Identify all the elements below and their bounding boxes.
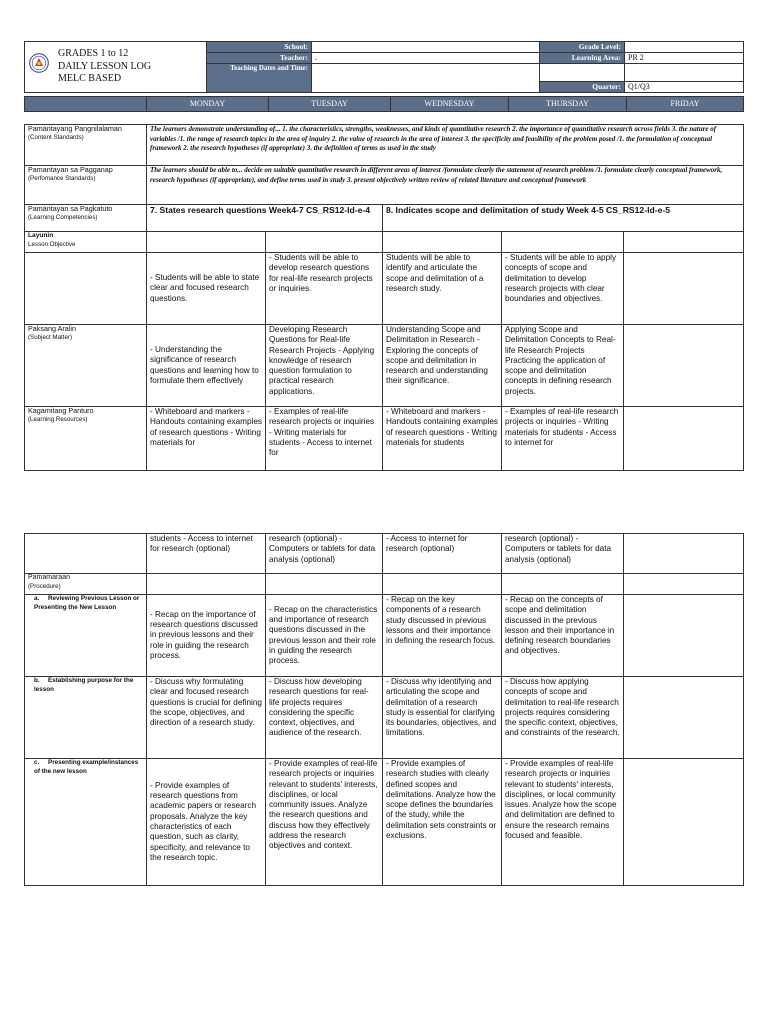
resources-tuesday: - Examples of real-life research projects or inquiries - Writing materials for students - Access to internet for: [266, 407, 383, 471]
step-a-friday: [624, 595, 744, 677]
day-tuesday: TUESDAY: [269, 97, 391, 112]
objective-friday: [624, 253, 744, 325]
blank-cell: [502, 232, 624, 253]
dates-label: Teaching Dates and Time:: [207, 64, 312, 93]
step-a-monday: - Recap on the importance of research questions discussed in previous lessons and their role in guiding the research process.: [147, 595, 266, 677]
resources-label: Kagamitang Panturo (Learning Resources): [25, 407, 147, 471]
blank-cell: [624, 574, 744, 595]
blank-cell: [502, 574, 624, 595]
step-a-thursday: - Recap on the concepts of scope and delimitation discussed in the previous lesson and their importance in defining research boundaries and objectives.: [502, 595, 624, 677]
teacher-label: Teacher:: [207, 53, 312, 64]
learning-area-field[interactable]: PR 2: [625, 53, 744, 64]
day-friday: FRIDAY: [627, 97, 744, 112]
resources-cont-wednesday: - Access to internet for research (optional): [383, 534, 502, 574]
blank-cell: [625, 64, 744, 82]
resources-monday: - Whiteboard and markers - Handouts containing examples of research questions - Writing materials for: [147, 407, 266, 471]
school-field[interactable]: [312, 42, 540, 53]
resources-friday: [624, 407, 744, 471]
dates-field[interactable]: [312, 64, 540, 93]
resources-cont-thursday: research (optional) - Computers or tablets for data analysis (optional): [502, 534, 624, 574]
blank-cell: [383, 232, 502, 253]
quarter-field[interactable]: Q1/Q3: [625, 82, 744, 93]
subject-tuesday: Developing Research Questions for Real-life Research Projects - Applying knowledge of research question formulation to practical research applications.: [266, 325, 383, 407]
teacher-field[interactable]: .: [312, 53, 540, 64]
lesson-table-page-1: [24, 124, 744, 471]
step-c-friday: [624, 759, 744, 886]
blank-cell: [624, 232, 744, 253]
subject-monday: - Understanding the significance of research questions and learning how to formulate them effectively: [147, 325, 266, 407]
deped-seal-icon: [29, 53, 49, 73]
days-corner: [25, 97, 147, 112]
header-logo-cell: [25, 42, 207, 93]
step-b-friday: [624, 677, 744, 759]
step-b-label: b. Establishing purpose for the lesson: [25, 677, 147, 759]
lesson-table-page-2: [24, 533, 744, 886]
step-c-thursday: - Provide examples of real-life research projects or inquiries relevant to students' interests, disciplines, or local community issues. Analyze how the scope and delimitation are defined to ensure the research remains focused and feasible.: [502, 759, 624, 886]
procedure-label: Pamamaraan (Procedure): [25, 574, 147, 595]
subject-thursday: Applying Scope and Delimitation Concepts to Real-life Research Projects Practicing the application of scope and delimitation concepts in defining research projects.: [502, 325, 624, 407]
day-monday: MONDAY: [147, 97, 269, 112]
blank-cell: [25, 534, 147, 574]
day-wednesday: WEDNESDAY: [391, 97, 509, 112]
step-b-monday: - Discuss why formulating clear and focused research questions is crucial for defining the scope, objectives, and direction of a research study.: [147, 677, 266, 759]
resources-cont-monday: students - Access to internet for research (optional): [147, 534, 266, 574]
blank-cell: [147, 574, 266, 595]
header-title-line-3: MELC BASED: [58, 73, 122, 84]
quarter-label: Quarter:: [540, 82, 625, 93]
step-a-label: a. Reviewing Previous Lesson or Presenting the New Lesson: [25, 595, 147, 677]
performance-standards-text: The learners should be able to... decide on suitable quantitative research in different areas of interest /formulate clearly the statement of research problem /1. formulate clearly conceptual framework, research hypotheses (if appropriate), and define terms used in study 3. present objectively written review of related literature and conceptual framework: [147, 166, 744, 205]
resources-thursday: - Examples of real-life research projects or inquiries - Writing materials for students - Access to internet for: [502, 407, 624, 471]
step-c-tuesday: - Provide examples of real-life research projects or inquiries relevant to students' interests, disciplines, or local community issues. Analyze the research questions and discuss how they effectively address the research objectives and context.: [266, 759, 383, 886]
step-c-wednesday: - Provide examples of research studies with clearly defined scopes and delimitations. Analyze how the scope defines the boundaries of the study, while the delimitation sets constraints or exclusions.: [383, 759, 502, 886]
objective-label: Layunin Lesson Objective: [25, 232, 147, 253]
blank-cell: [540, 64, 625, 82]
blank-cell: [383, 574, 502, 595]
step-b-wednesday: - Discuss why identifying and articulating the scope and delimitation of a research study is essential for clarifying its boundaries, objectives, and limitations.: [383, 677, 502, 759]
blank-cell: [25, 253, 147, 325]
resources-cont-friday: [624, 534, 744, 574]
resources-cont-tuesday: research (optional) - Computers or tablets for data analysis (optional): [266, 534, 383, 574]
step-c-monday: - Provide examples of research questions from academic papers or research proposals. Analyze the key characteristics of each question, such as clarity, specificity, and relevance to the research topic.: [147, 759, 266, 886]
subject-matter-label: Paksang Aralin (Subject Matter): [25, 325, 147, 407]
blank-cell: [266, 574, 383, 595]
step-a-wednesday: - Recap on the key components of a research study discussed in previous lessons and their importance in defining the research focus.: [383, 595, 502, 677]
day-thursday: THURSDAY: [509, 97, 627, 112]
header-title-line-1: GRADES 1 to 12: [58, 48, 129, 59]
days-header: [24, 96, 744, 112]
learning-area-label: Learning Area:: [540, 53, 625, 64]
grade-level-field[interactable]: [625, 42, 744, 53]
blank-cell: [147, 232, 266, 253]
content-standards-text: The learners demonstrate understanding of... 1. the characteristics, strengths, weaknesses, and kinds of quantitative research 2. the importance of quantitative research across fields 3. the nature of variables /1. the range of research topics in the area of inquiry 2. the value of research in the area of interest 3. the specificity and feasibility of the problem posed /1. the formulation of conceptual framework 2. the research hypotheses (if appropriate) 3. the definition of terms as used in the study: [147, 125, 744, 166]
objective-tuesday: - Students will be able to develop research questions for real-life research projects or inquiries.: [266, 253, 383, 325]
objective-thursday: - Students will be able to apply concepts of scope and delimitation to develop research projects with clear boundaries and objectives.: [502, 253, 624, 325]
objective-wednesday: Students will be able to identify and articulate the scope and delimitation of a research study.: [383, 253, 502, 325]
blank-cell: [266, 232, 383, 253]
step-a-tuesday: - Recap on the characteristics and importance of research questions discussed in the previous lesson and their role in guiding the research process.: [266, 595, 383, 677]
competencies-label: Pamantayan sa Pagkatuto (Learning Competencies): [25, 205, 147, 232]
step-c-label: c. Presenting example/instances of the new lesson: [25, 759, 147, 886]
subject-friday: [624, 325, 744, 407]
performance-standards-label: Pamantayan sa Pagganap (Perfomance Standards): [25, 166, 147, 205]
step-b-thursday: - Discuss how applying concepts of scope and delimitation to real-life research projects requires considering the specific context, objectives, and constraints of the research.: [502, 677, 624, 759]
header-title-line-2: DAILY LESSON LOG: [58, 60, 152, 72]
objective-monday: - Students will be able to state clear and focused research questions.: [147, 253, 266, 325]
school-label: School:: [207, 42, 312, 53]
competency-left: 7. States research questions Week4-7 CS_RS12-Id-e-4: [147, 205, 383, 232]
step-b-tuesday: - Discuss how developing research questions for real-life projects requires considering the specific context, objectives, and audience of the research.: [266, 677, 383, 759]
resources-wednesday: - Whiteboard and markers - Handouts containing examples of research questions - Writing materials for students: [383, 407, 502, 471]
header-table: [24, 41, 744, 93]
subject-wednesday: Understanding Scope and Delimitation in Research - Exploring the concepts of scope and delimitation in research and understanding their significance.: [383, 325, 502, 407]
content-standards-label: Pamantayang Pangnilalaman (Content Standards): [25, 125, 147, 166]
competency-right: 8. Indicates scope and delimitation of study Week 4-5 CS_RS12-Id-e-5: [383, 205, 744, 232]
grade-level-label: Grade Level:: [540, 42, 625, 53]
